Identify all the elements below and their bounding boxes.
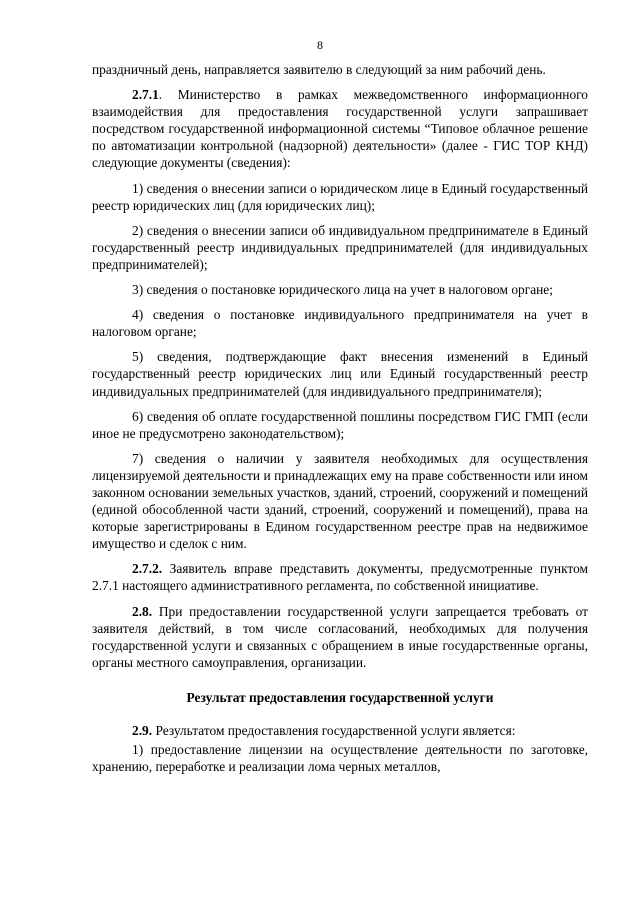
document-body (92, 61, 588, 777)
clause-number: 2.8. (132, 603, 153, 619)
section-heading: Результат предоставления государственной услуги (186, 689, 494, 705)
clause-text: . Министерство в рамках межведомственного информационного взаимодействия для предоставления государственной услуги запрашивает посредством государственной информационной системы “Типовое облачное решение по автоматизации контрольной (надзорной) деятельности» (далее - ГИС ТОР КНД) следующие документы (сведения): (92, 87, 588, 171)
list-item-2: 2) сведения о внесении записи об индивидуальном предпринимателе в Единый государственный реестр индивидуальных предпринимателей (для индивидуальных предпринимателей); (92, 222, 588, 272)
clause-text: Заявитель вправе представить документы, предусмотренные пунктом 2.7.1 настоящего административного регламента, по собственной инициативе. (92, 561, 588, 594)
paragraph-continuation: праздничный день, направляется заявителю в следующий за ним рабочий день. (92, 62, 546, 77)
clause-number: 2.7.1 (132, 87, 159, 103)
list-item-7: 7) сведения о наличии у заявителя необходимых для осуществления лицензируемой деятельности и принадлежащих ему на праве собственности или ином законном основании земельных участков, зданий, строений, сооружений и помещений (единой обособленной части зданий, строений, сооружений и помещений), права на которые зарегистрированы в Едином государственном реестре прав на недвижимое имущество и сделок с ним. (92, 450, 588, 552)
clause-text: При предоставлении государственной услуги запрещается требовать от заявителя действий, в том числе согласований, необходимых для получения государственной услуги и связанных с обращением в иные государственные органы, органы местного самоуправления, организации. (92, 603, 588, 670)
list-item-6: 6) сведения об оплате государственной пошлины посредством ГИС ГМП (если иное не предусмотрено законодательством); (92, 408, 588, 441)
paragraph-2-7-2 (92, 560, 588, 594)
page-number: 8 (317, 38, 323, 52)
clause-number: 2.7.2. (132, 561, 163, 577)
paragraph-2-7-1 (92, 86, 588, 171)
list-item-5: 5) сведения, подтверждающие факт внесения изменений в Единый государственный реестр юридических лиц или Единый государственный реестр индивидуальных предпринимателей (для индивидуального предпринимателя); (92, 349, 588, 399)
clause-number: 2.9. (132, 723, 153, 738)
paragraph-2-9 (92, 722, 588, 739)
result-item-1: 1) предоставление лицензии на осуществление деятельности по заготовке, хранению, переработке и реализации лома черных металлов, (92, 742, 588, 775)
clause-text: Результатом предоставления государственной услуги является: (152, 723, 516, 738)
list-item-3: 3) сведения о постановке юридического лица на учет в налоговом органе; (132, 282, 553, 298)
list-item-4: 4) сведения о постановке индивидуального предпринимателя на учет в налоговом органе; (92, 307, 588, 340)
list-item-1: 1) сведения о внесении записи о юридическом лице в Единый государственный реестр юридических лиц (для юридических лиц); (92, 180, 588, 213)
paragraph-2-8 (92, 603, 588, 671)
